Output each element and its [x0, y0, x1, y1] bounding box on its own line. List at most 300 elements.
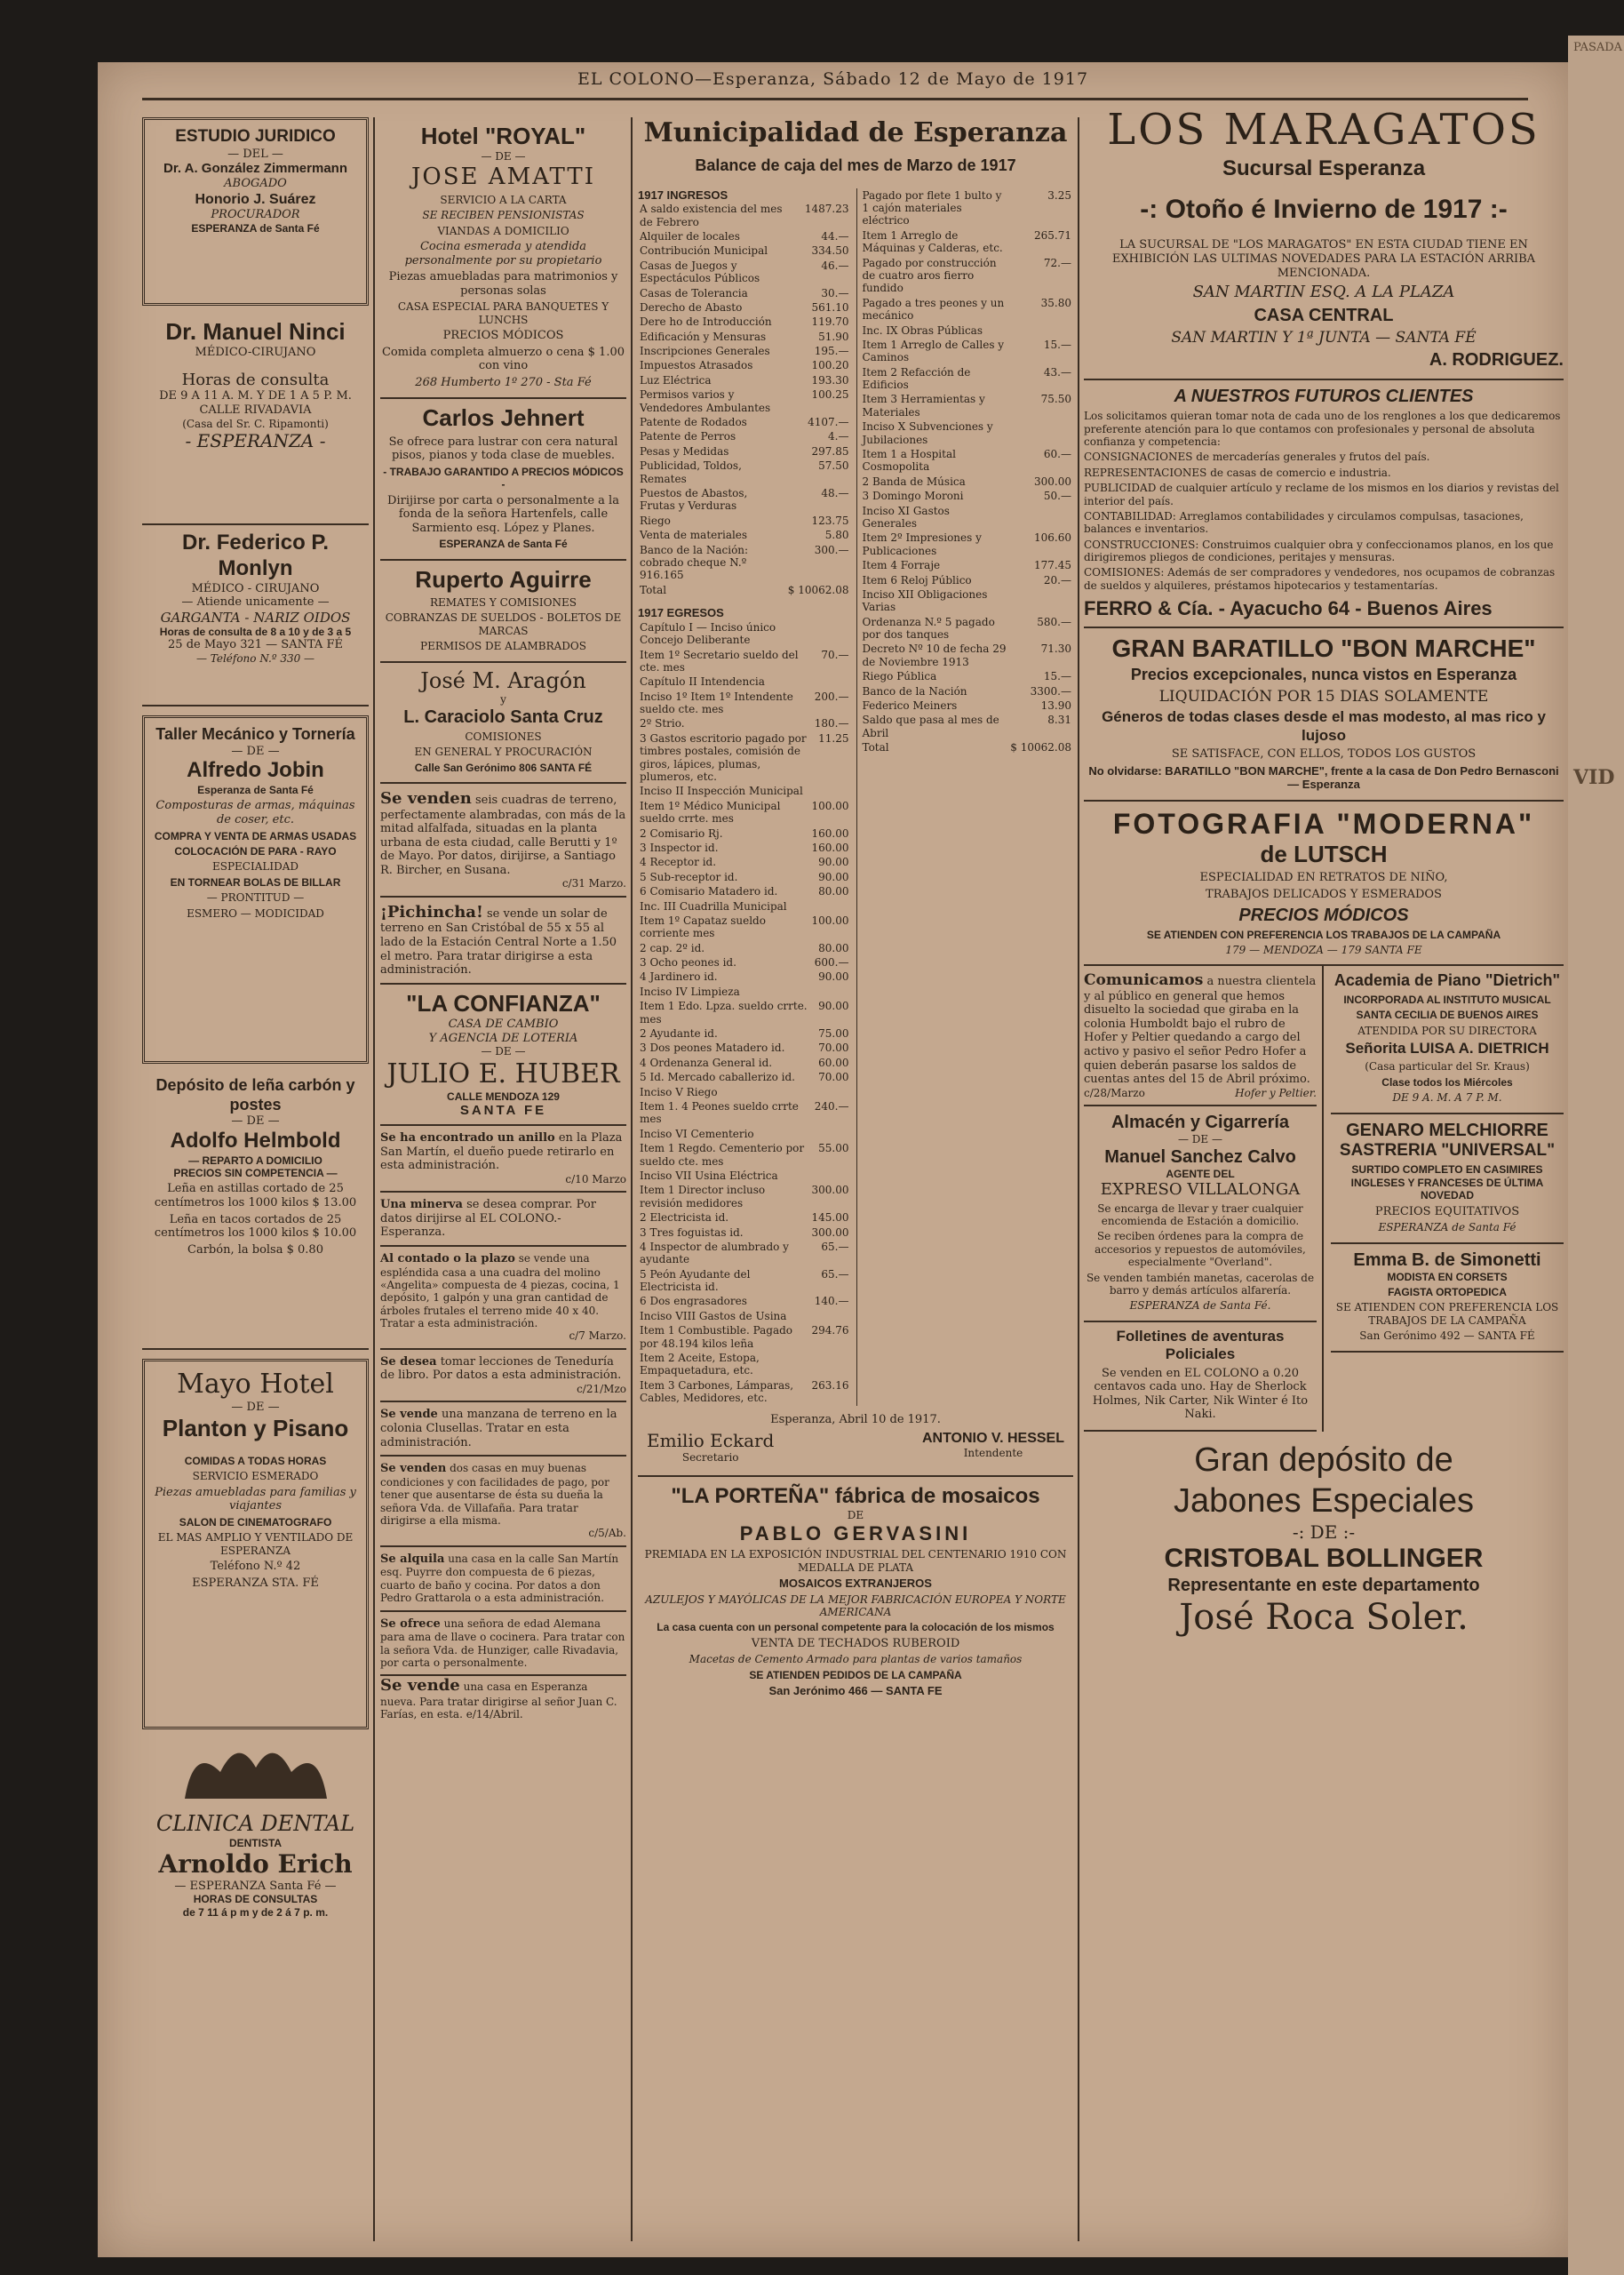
royal-l1: SERVICIO A LA CARTA	[440, 193, 567, 206]
foto-name: de LUTSCH	[1260, 841, 1388, 868]
aragon-y: y	[500, 693, 506, 706]
ninci-hours: DE 9 A 11 A. M. Y DE 1 A 5 P. M.	[159, 389, 352, 403]
balance-row	[638, 826, 851, 841]
pichincha-body: se vende un solar de terreno en San Cristóbal de 55 x 55 al lado de la Estación Central Norte a 1.50 el metro. Para tratar dirigirse a esta administración.	[380, 906, 617, 978]
balance-concept: Item 1º Médico Municipal sueldo crrte. mes	[640, 799, 781, 826]
balance-row	[861, 447, 1074, 475]
simonetti-l2: SE ATIENDEN CON PREFERENCIA LOS TRABAJOS DE LA CAMPAÑA	[1335, 1301, 1559, 1327]
balance-concept: 2 Banda de Música	[862, 475, 966, 488]
balance-row	[638, 1309, 851, 1323]
balance-concept: Inciso II Inspección Municipal	[640, 785, 803, 798]
balance-concept: Inc. IX Obras Públicas	[862, 323, 983, 337]
balance-concept: Total	[862, 741, 889, 754]
balance-row	[861, 713, 1074, 740]
aragon-l1: COMISIONES	[465, 730, 542, 743]
jabones-name: CRISTOBAL BOLLINGER	[1164, 1544, 1484, 1574]
balance-amount	[810, 1085, 851, 1099]
royal-l5: Piezas amuebladas para matrimonios y personas solas	[388, 270, 618, 298]
ad-vende-casa	[380, 1676, 626, 1720]
balance-amount: 90.00	[818, 1000, 849, 1013]
ingresos-table	[638, 202, 851, 597]
almacen-name: Manuel Sanchez Calvo	[1104, 1146, 1296, 1167]
balance-concept: Pagado por construcción de cuatro aros fierro fundido	[862, 256, 997, 295]
balance-row	[638, 286, 851, 300]
alquila-body: una casa en la calle San Martín esq. Puyrre don compuesta de 6 piezas, cuarto de baño y cocina. Por datos a don Pedro Grattarola o a esta administración.	[380, 1552, 619, 1605]
column-4	[1084, 100, 1564, 1639]
aragon-l2: EN GENERAL Y PROCURACIÓN	[414, 746, 593, 759]
ad-futuros-clientes	[1084, 380, 1564, 627]
anillo-head: Se ha encontrado un anillo	[380, 1130, 555, 1145]
balance-row	[638, 799, 851, 826]
clinica-name: Arnoldo Erich	[158, 1849, 353, 1880]
vende2-body: una casa en Esperanza nueva. Para tratar dirigirse al señor Juan C. Farías, en esta.	[380, 1680, 617, 1721]
balance-concept: 2 Electricista id.	[640, 1211, 729, 1225]
balance-row	[638, 543, 851, 583]
balance-concept: 4 Jardinero id.	[640, 970, 718, 984]
balance-concept: Derecho de Abasto	[640, 300, 743, 314]
aguirre-l1: REMATES Y COMISIONES	[430, 595, 577, 609]
balance-amount: 263.16	[811, 1378, 849, 1392]
balance-row	[638, 1070, 851, 1084]
balance-amount: 100.20	[811, 359, 849, 372]
portena-l3: AZULEJOS Y MAYÓLICAS DE LA MEJOR FABRICACIÓN EUROPEA Y NORTE AMERICANA	[645, 1592, 1066, 1618]
sig2-role: Intendente	[963, 1447, 1023, 1460]
bonmarche-l5: No olvidarse: BARATILLO "BON MARCHE", frente a la casa de Don Pedro Bernasconi — Esperanza	[1088, 763, 1559, 792]
balance-concept: Item 1 a Hospital Cosmopolita	[862, 448, 956, 474]
balance-row	[861, 698, 1074, 713]
ad-folletines	[1084, 1322, 1317, 1432]
balance-concept: Casas de Juegos y Espectáculos Públicos	[640, 259, 760, 285]
balance-row	[638, 330, 851, 344]
desea-body: tomar lecciones de Teneduría de libro. Por datos a esta administración.	[380, 1354, 622, 1383]
balance-row	[638, 429, 851, 443]
column-1	[142, 117, 369, 1941]
balance-concept: Federico Meiners	[862, 699, 958, 713]
balance-amount: 195.—	[814, 345, 849, 358]
portena-l1: PREMIADA EN LA EXPOSICIÓN INDUSTRIAL DEL CENTENARIO 1910 CON MEDALLA DE PLATA	[644, 1548, 1067, 1574]
jobin-l6: — PRONTITUD —	[206, 891, 305, 905]
ad-jobin	[142, 715, 369, 1064]
estudio-name1: Dr. A. González Zimmermann	[163, 161, 347, 177]
balance-amount: 4.—	[828, 430, 849, 443]
egresos-table-2	[861, 188, 1074, 755]
plazo-ref: c/7 Marzo.	[569, 1329, 626, 1343]
balance-left	[638, 188, 851, 1406]
column-2	[380, 117, 626, 1721]
balance-amount: 119.70	[811, 315, 849, 329]
balance-concept: 3 Domingo Moroni	[862, 490, 964, 503]
balance-concept: 3 Dos peones Matadero id.	[640, 1042, 785, 1055]
royal-l6: CASA ESPECIAL PARA BANQUETES Y LUNCHS	[397, 300, 609, 326]
vende2-head: Se vende	[380, 1676, 460, 1696]
ad-ofrece	[380, 1612, 626, 1677]
balance-row	[638, 373, 851, 387]
simonetti-l1: FAGISTA ORTOPEDICA	[1388, 1285, 1507, 1298]
clientes-title: A NUESTROS FUTUROS CLIENTES	[1174, 387, 1474, 407]
balance-concept: 3 Inspector id.	[640, 841, 719, 854]
ad-aguirre	[380, 561, 626, 663]
bonmarche-l4: SE SATISFACE, CON ELLOS, TODOS LOS GUSTOS	[1171, 746, 1477, 761]
dietrich-l2: SANTA CECILIA DE BUENOS AIRES	[1356, 1009, 1539, 1022]
balance-concept: Item 1 Arreglo de Máquinas y Calderas, etc.	[862, 228, 1003, 255]
ad-la-confianza	[380, 985, 626, 1126]
helmbold-name: Adolfo Helmbold	[170, 1128, 341, 1153]
balance-row	[638, 1323, 851, 1351]
ad-la-portena	[638, 1484, 1073, 1698]
foto-l4: SE ATIENDEN CON PREFERENCIA LOS TRABAJOS DE LA CAMPAÑA	[1146, 928, 1501, 941]
balance-amount: 43.—	[1043, 365, 1071, 379]
comunicamos-body: a nuestra clientela y al público en general que hemos disuelto la sociedad que giraba en la colonia Humboldt bajo el rubro de Hofer y Peltier quedando a cargo del activo y pasivo el señor Pedro Hofer a quien deberán pasarse los saldos de cuentas antes del 15 de Abril próximo.	[1084, 975, 1317, 1087]
jobin-l4: ESPECIALIDAD	[211, 860, 299, 874]
balance-concept: Pagado a tres peones y un mecánico	[862, 296, 1005, 323]
venden1-head: Se venden	[380, 788, 472, 808]
ad-simonetti	[1331, 1244, 1564, 1353]
balance-amount: 300.00	[811, 1225, 849, 1239]
balance-concept: Item 6 Reloj Público	[862, 573, 972, 587]
balance-amount: 265.71	[1034, 228, 1071, 242]
balance-row	[638, 387, 851, 415]
helmbold-l3: Leña en astillas cortado de 25 centímetros los 1000 kilos $ 13.00	[154, 1182, 357, 1209]
balance-row	[638, 415, 851, 429]
balance-amount: 35.80	[1040, 296, 1071, 309]
mayo-name: Planton y Pisano	[162, 1414, 349, 1441]
col-rule-1	[373, 117, 375, 2241]
balance-concept: 2 cap. 2º id.	[640, 941, 705, 954]
balance-amount: 145.00	[811, 1211, 849, 1225]
monlyn-addr: 25 de Mayo 321 — SANTA FÉ	[168, 638, 343, 652]
balance-concept: Item 1 Edo. Lpza. sueldo crrte. mes	[640, 1000, 808, 1026]
balance-row	[638, 870, 851, 884]
balance-row	[638, 1099, 851, 1127]
balance-amount	[810, 675, 851, 689]
ad-jabones	[1084, 1432, 1564, 1639]
balance-row	[861, 684, 1074, 698]
aguirre-l2: COBRANZAS DE SUELDOS - BOLETOS DE MARCAS	[385, 611, 622, 637]
balance-amount	[810, 784, 851, 798]
egresos-head: 1917 EGRESOS	[638, 606, 724, 620]
aragon-name1: José M. Aragón	[420, 667, 586, 693]
jobin-de: — DE —	[231, 744, 280, 758]
dietrich-l1: INCORPORADA AL INSTITUTO MUSICAL	[1343, 993, 1551, 1006]
vende1-head: Se vende	[380, 1408, 438, 1422]
venden1-ref: c/31 Marzo.	[561, 877, 626, 890]
balance-row	[861, 323, 1074, 338]
balance-amount: 71.30	[1040, 643, 1071, 656]
helmbold-l1: — REPARTO A DOMICILIO	[188, 1153, 322, 1167]
balance-amount	[810, 985, 851, 999]
balance-concept: Luz Eléctrica	[640, 373, 712, 387]
balance-concept: Item 2 Refacción de Edificios	[862, 365, 971, 392]
balance-row	[861, 256, 1074, 296]
ad-jehnert	[380, 399, 626, 560]
balance-concept: Permisos varios y Vendedores Ambulantes	[640, 388, 771, 414]
jobin-l3: COLOCACIÓN DE PARA - RAYO	[174, 844, 337, 858]
balance-row	[861, 188, 1074, 228]
balance-row	[638, 899, 851, 914]
monlyn-hours: Horas de consulta de 8 a 10 y de 3 a 5	[159, 625, 352, 638]
balance-row	[861, 573, 1074, 587]
balance-concept: Item 1 Combustible. Pagado por 48.194 kilos leña	[640, 1324, 793, 1350]
balance-amount: 60.00	[818, 1056, 849, 1069]
helmbold-l4: Leña en tacos cortados de 25 centímetros los 1000 kilos $ 10.00	[154, 1212, 357, 1241]
helmbold-title: Depósito de leña carbón y postes	[155, 1076, 355, 1114]
balance-concept: Item 2º Impresiones y Publicaciones	[862, 531, 982, 557]
aragon-name2: L. Caraciolo Santa Cruz	[403, 706, 603, 727]
confianza-l1: CASA DE CAMBIO	[448, 1018, 559, 1032]
minerva-head: Una minerva	[380, 1198, 463, 1212]
balance-row	[638, 528, 851, 542]
balance-amount: 106.60	[1034, 531, 1071, 545]
balance-amount: 80.00	[818, 941, 849, 954]
balance-amount: 20.—	[1043, 573, 1071, 587]
balance-row	[638, 259, 851, 286]
ad-helmbold	[142, 1071, 369, 1350]
comunicamos-head: Comunicamos	[1084, 971, 1204, 990]
balance-row	[638, 841, 851, 855]
portena-l8: San Jerónimo 466 — SANTA FE	[768, 1684, 943, 1698]
balance-row	[861, 669, 1074, 683]
balance-amount: 100.25	[811, 388, 849, 402]
desea-head: Se desea	[380, 1354, 437, 1369]
balance-concept: Item 3 Carbones, Lámparas, Cables, Medidores, etc.	[640, 1378, 794, 1405]
jobin-l5: EN TORNEAR BOLAS DE BILLAR	[170, 875, 341, 889]
balance-concept: Inciso X Subvenciones y Jubilaciones	[862, 420, 993, 446]
balance-amount	[810, 1169, 851, 1183]
balance-amount: 11.25	[818, 731, 849, 745]
ad-los-maragatos	[1084, 100, 1564, 380]
balance-amount: 561.10	[811, 300, 849, 314]
mayo-l3: Piezas amuebladas para familias y viajantes	[155, 1485, 356, 1513]
ad-venden-casas	[380, 1457, 626, 1547]
balance-row	[861, 504, 1074, 531]
jobin-l2: COMPRA Y VENTA DE ARMAS USADAS	[154, 829, 357, 842]
ad-anillo	[380, 1126, 626, 1193]
ad-academia-dietrich	[1331, 966, 1564, 1114]
vende2-ref: e/14/Abril.	[466, 1708, 523, 1721]
municipalidad-title: Municipalidad de Esperanza	[643, 117, 1068, 148]
jabones-l2: Jabones Especiales	[1174, 1481, 1474, 1520]
balance-amount: 300.00	[811, 1184, 849, 1197]
balance-concept: Alquiler de locales	[640, 229, 740, 243]
folletines-body: Se venden en EL COLONO a 0.20 centavos cada uno. Hay de Sherlock Holmes, Nik Carter, Nik Winter é Ito Naki.	[1092, 1366, 1309, 1422]
clinica-hours: de 7 11 á p m y de 2 á 7 p. m.	[182, 1905, 329, 1919]
balance-row	[638, 459, 851, 486]
balance-row	[861, 642, 1074, 669]
balance-concept: Item 1. 4 Peones sueldo crrte mes	[640, 1100, 799, 1126]
balance-concept: 5 Sub-receptor id.	[640, 870, 738, 883]
col-rule-2	[631, 117, 633, 2241]
balance-concept: Venta de materiales	[640, 529, 748, 542]
balance-concept: Ordenanza N.º 5 pagado por dos tanques	[862, 615, 995, 642]
desea-ref: c/21/Mzo	[577, 1383, 626, 1396]
balance-concept: 3 Ocho peones id.	[640, 956, 736, 970]
municipalidad-subtitle: Balance de caja del mes de Marzo de 1917	[695, 156, 1016, 174]
ad-fotografia-moderna	[1084, 802, 1564, 967]
alquila-head: Se alquila	[380, 1552, 445, 1566]
clientes-item: COMISIONES: Además de ser compradores y vendedores, nos ocupamos de cobranzas de sueldos y alquileres, préstamos hipotecarios y testamentarías.	[1084, 566, 1556, 592]
mayo-l2: SERVICIO ESMERADO	[192, 1470, 319, 1483]
balance-concept: 2º Strio.	[640, 717, 685, 730]
vende1-body: una manzana de terreno en la colonia Clusellas. Tratar en esta administración.	[380, 1408, 617, 1449]
balance-amount: 51.90	[818, 330, 849, 343]
balance-amount: 300.00	[1034, 475, 1071, 488]
balance-concept: 2 Comisario Rj.	[640, 826, 723, 840]
balance-concept: Inciso 1º Item 1º Intendente sueldo cte. mes	[640, 690, 793, 716]
almacen-role: AGENTE DEL	[1166, 1167, 1235, 1180]
portena-l5: VENTA DE TECHADOS RUBEROID	[751, 1636, 960, 1650]
ad-venden-terreno	[380, 784, 626, 898]
universal-city: ESPERANZA de Santa Fé	[1378, 1221, 1517, 1234]
balance-concept: 3 Tres foguistas id.	[640, 1225, 744, 1239]
col4-lower-right	[1331, 966, 1564, 1432]
balance-concept: Contribución Municipal	[640, 244, 768, 258]
anillo-body: en la Plaza San Martín, el dueño puede retirarlo en esta administración.	[380, 1130, 623, 1173]
jehnert-l3: Dirijirse por carta o personalmente a la fonda de la señora Hartenfels, calle Sarmiento esq. López y Planes.	[387, 493, 619, 535]
balance-amount: 90.00	[818, 870, 849, 883]
balance-row	[638, 970, 851, 984]
balance-concept: Pagado por flete 1 bulto y 1 cajón materiales eléctrico	[862, 188, 1002, 228]
teeth-icon	[167, 1736, 345, 1808]
pichincha-head: ¡Pichincha!	[380, 902, 483, 922]
balance-amount: 15.—	[1043, 670, 1071, 683]
jabones-l1: Gran depósito de	[1194, 1441, 1453, 1479]
venden1-body: seis cuadras de terreno, perfectamente alambradas, con más de la mitad alfalfada, situadas en la planta urbana de esta ciudad, calle Berutti y 1º de Mayo. Por datos, dirijirse, a Santiago R. Bircher, en Susana.	[380, 793, 626, 877]
mayo-l6: Teléfono N.º 42	[210, 1559, 301, 1573]
balance-row	[861, 392, 1074, 419]
balance-row	[638, 1141, 851, 1169]
balance-amount: 240.—	[814, 1100, 849, 1113]
estudio-role1: ABOGADO	[224, 177, 287, 191]
dietrich-title: Academia de Piano "Dietrich"	[1333, 971, 1561, 990]
almacen-city: ESPERANZA de Santa Fé.	[1129, 1299, 1271, 1313]
col4-lower-left	[1084, 966, 1324, 1432]
balance-row	[861, 296, 1074, 323]
balance-row	[638, 583, 851, 597]
confianza-l2: Y AGENCIA DE LOTERIA	[428, 1031, 578, 1045]
sig1-name: Emilio Eckard	[647, 1430, 775, 1452]
balance-row	[638, 1294, 851, 1308]
mayo-l1: COMIDAS A TODAS HORAS	[184, 1454, 327, 1467]
balance-amount: 1487.23	[804, 203, 849, 216]
balance-amount: 160.00	[811, 826, 849, 840]
jabones-de: -: DE :-	[1292, 1521, 1356, 1544]
comunicamos-ref: c/28/Marzo	[1084, 1086, 1145, 1099]
balance-row	[638, 648, 851, 675]
maragatos-body: LA SUCURSAL DE "LOS MARAGATOS" EN ESTA CIUDAD TIENE EN EXHIBICIÓN LAS ULTIMAS NOVEDADES PARA LA ESTACIÓN ARRIBA MENCIONADA.	[1111, 238, 1536, 280]
balance-row	[638, 486, 851, 514]
balance-row	[638, 1127, 851, 1141]
balance-concept: Capítulo II Intendencia	[640, 675, 765, 689]
jobin-title: Taller Mecánico y Tornería	[155, 725, 355, 743]
balance-row	[638, 1351, 851, 1378]
col-rule-3	[1078, 117, 1079, 2241]
ad-plazo	[380, 1247, 626, 1350]
balance-row	[861, 558, 1074, 572]
balance-amount: 160.00	[811, 841, 849, 854]
balance-row	[638, 1210, 851, 1225]
balance-concept: Inscripciones Generales	[640, 345, 770, 358]
balance-concept: Inciso XI Gastos Generales	[862, 504, 950, 530]
balance-concept: Banco de la Nación	[862, 684, 967, 698]
balance-concept: 4 Ordenanza General id.	[640, 1056, 773, 1069]
ad-minerva	[380, 1193, 626, 1247]
simonetti-l3: San Gerónimo 492 — SANTA FÉ	[1359, 1329, 1535, 1343]
balance-concept: 6 Dos engrasadores	[640, 1295, 747, 1308]
maragatos-addr1: SAN MARTIN ESQ. A LA PLAZA	[1192, 283, 1455, 302]
balance-amount	[810, 899, 851, 914]
balance-concept: Publicidad, Toldos, Remates	[640, 459, 742, 485]
balance-amount: 177.45	[1034, 559, 1071, 572]
maragatos-addr2: SAN MARTIN Y 1ª JUNTA — SANTA FÉ	[1171, 328, 1477, 347]
almacen-l3: Se venden también manetas, cacerolas de barro y demás artículos alfarería.	[1086, 1271, 1315, 1297]
ad-comunicamos	[1084, 966, 1317, 1106]
egresos-table	[638, 620, 851, 1406]
balance-amount: 70.00	[818, 1071, 849, 1084]
monlyn-role: MÉDICO - CIRUJANO	[191, 581, 320, 595]
balance-amount	[1008, 419, 1073, 447]
ad-vende-manzana	[380, 1402, 626, 1457]
universal-l2: PRECIOS EQUITATIVOS	[1374, 1204, 1520, 1218]
balance-row	[638, 300, 851, 315]
balance-concept: Item 2 Aceite, Estopa, Empaquetadura, etc.	[640, 1352, 760, 1377]
jehnert-body: Se ofrece para lustrar con cera natural pisos, pianos y toda clase de muebles.	[388, 435, 618, 463]
portena-l6: Macetas de Cemento Armado para plantas de varios tamaños	[689, 1653, 1023, 1666]
ad-clinica-dental	[142, 1736, 369, 1941]
foto-title: FOTOGRAFIA "MODERNA"	[1112, 807, 1535, 840]
almacen-co: EXPRESO VILLALONGA	[1100, 1180, 1301, 1200]
balance-amount: 75.50	[1040, 393, 1071, 406]
almacen-l2: Se reciben órdenes para la compra de accesorios y repuestos de automóviles, especialmente "Overland".	[1095, 1230, 1306, 1269]
balance-amount: 100.00	[811, 799, 849, 812]
dietrich-l3: ATENDIDA POR SU DIRECTORA	[1357, 1024, 1537, 1037]
monlyn-attends: — Atiende unicamente —	[181, 595, 330, 610]
bonmarche-l3: Géneros de todas clases desde el mas modesto, al mas rico y lujoso	[1102, 708, 1546, 744]
royal-owner: JOSE AMATTI	[411, 163, 595, 190]
helmbold-l5: Carbón, la bolsa $ 0.80	[187, 1242, 323, 1257]
balance-row	[638, 716, 851, 730]
folletines-title: Folletines de aventuras Policiales	[1116, 1327, 1285, 1363]
balance-concept: Total	[640, 583, 667, 596]
balance-row	[638, 444, 851, 459]
balance-amount: 30.—	[821, 286, 849, 299]
ad-alquila	[380, 1547, 626, 1612]
portena-title: "LA PORTEÑA" fábrica de mosaicos	[671, 1483, 1040, 1508]
clientes-item: PUBLICIDAD de cualquier artículo y reclame de los mismos en los diarios y revistas del interior del país.	[1084, 482, 1559, 507]
balance-concept: Item 4 Forraje	[862, 559, 941, 572]
plazo-head: Al contado o la plazo	[380, 1251, 515, 1265]
bonmarche-l2: LIQUIDACIÓN POR 15 DIAS SOLAMENTE	[1158, 687, 1489, 706]
dietrich-l5: Clase todos los Miércoles	[1381, 1075, 1513, 1089]
clientes-intro: Los solicitamos quieran tomar nota de cada uno de los renglones a los que dedicaremos preferente atención para lo que contamos con profesionales y personal de absoluta confianza y competencia:	[1084, 410, 1561, 448]
balance-row	[638, 690, 851, 717]
balance-concept: Item 1 Regdo. Cementerio por sueldo cte. mes	[640, 1142, 805, 1168]
balance-amount: 580.—	[1037, 615, 1071, 628]
balance-concept: 4 Inspector de alumbrado y ayudante	[640, 1240, 789, 1266]
edge-text-1: PASADA	[1573, 41, 1623, 54]
simonetti-name: Emma B. de Simonetti	[1353, 1249, 1541, 1270]
balance-row	[638, 229, 851, 243]
balance-concept: Riego	[640, 514, 671, 527]
balance-row	[861, 338, 1074, 365]
monlyn-spec: GARGANTA - NARIZ OIDOS	[160, 609, 351, 626]
royal-de: — DE —	[481, 150, 526, 164]
balance-amount: 140.—	[814, 1295, 849, 1308]
confianza-name: JULIO E. HUBER	[386, 1058, 620, 1090]
balance-row	[638, 1183, 851, 1210]
column-3	[638, 117, 1073, 1701]
aragon-l3: Calle San Gerónimo 806 SANTA FÉ	[414, 761, 593, 774]
estudio-del: — DEL —	[227, 147, 283, 161]
